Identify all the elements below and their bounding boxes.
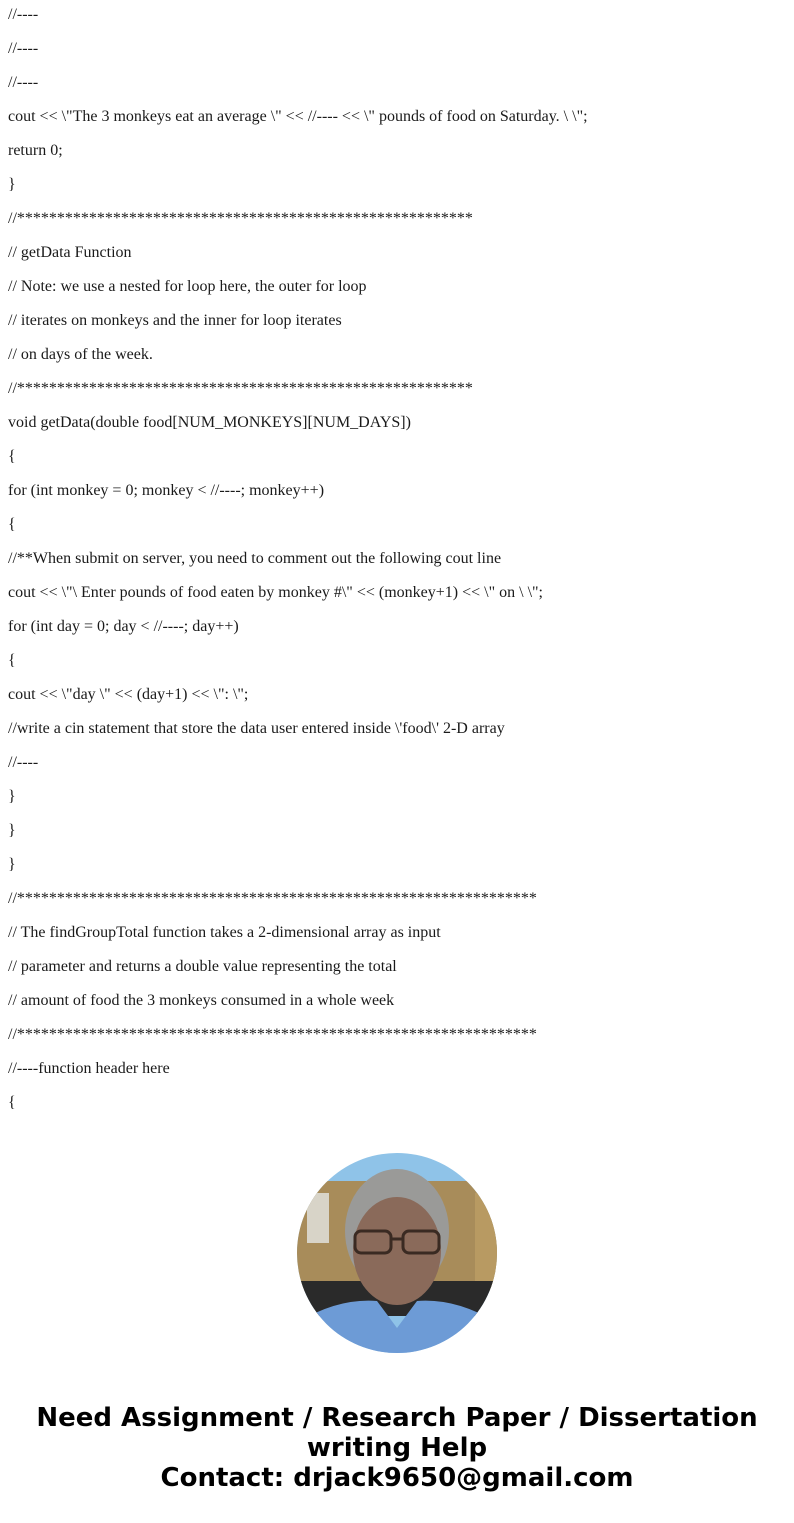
code-line: }: [8, 856, 16, 873]
code-line: }: [8, 822, 16, 839]
code-line: for (int monkey = 0; monkey < //----; monkey++): [8, 482, 325, 499]
comment-separator: //*****************************************************************: [8, 1026, 537, 1043]
contact-email: Contact: drjack9650@gmail.com: [160, 1463, 634, 1493]
promo-banner: [0, 1403, 794, 1493]
code-comment: // Note: we use a nested for loop here, the outer for loop: [8, 278, 367, 295]
code-line: {: [8, 516, 16, 533]
code-comment: // on days of the week.: [8, 346, 153, 363]
comment-separator: //*****************************************************************: [8, 890, 537, 907]
code-line: return 0;: [8, 142, 63, 159]
code-line: //----: [8, 40, 39, 57]
code-comment: //**When submit on server, you need to comment out the following cout line: [8, 550, 502, 567]
comment-separator: //*********************************************************: [8, 380, 473, 397]
code-comment: //write a cin statement that store the data user entered inside \'food\' 2-D array: [8, 720, 505, 737]
code-comment: // The findGroupTotal function takes a 2-dimensional array as input: [8, 924, 441, 941]
code-line: //----: [8, 754, 39, 771]
code-line: cout << \"\ Enter pounds of food eaten by monkey #\" << (monkey+1) << \" on \ \";: [8, 584, 543, 601]
comment-separator: //*********************************************************: [8, 210, 473, 227]
code-line: for (int day = 0; day < //----; day++): [8, 618, 239, 635]
author-photo-icon: [297, 1153, 497, 1353]
code-line: {: [8, 1094, 16, 1111]
code-comment: // amount of food the 3 monkeys consumed in a whole week: [8, 992, 395, 1009]
code-listing: [8, 0, 788, 1122]
code-comment: //----function header here: [8, 1060, 170, 1077]
code-line: cout << \"The 3 monkeys eat an average \" << //---- << \" pounds of food on Saturday. \ \";: [8, 108, 588, 125]
code-comment: // getData Function: [8, 244, 132, 261]
function-signature: void getData(double food[NUM_MONKEYS][NUM_DAYS]): [8, 414, 411, 431]
promo-headline: Need Assignment / Research Paper / Dissertation: [36, 1403, 758, 1433]
author-avatar: [297, 1153, 497, 1353]
code-line: cout << \"day \" << (day+1) << \": \";: [8, 686, 249, 703]
code-line: {: [8, 448, 16, 465]
code-line: {: [8, 652, 16, 669]
code-line: //----: [8, 6, 39, 23]
code-line: }: [8, 788, 16, 805]
code-line: //----: [8, 74, 39, 91]
code-comment: // iterates on monkeys and the inner for loop iterates: [8, 312, 342, 329]
code-line: }: [8, 176, 16, 193]
promo-subheadline: writing Help: [306, 1433, 488, 1463]
code-comment: // parameter and returns a double value representing the total: [8, 958, 397, 975]
